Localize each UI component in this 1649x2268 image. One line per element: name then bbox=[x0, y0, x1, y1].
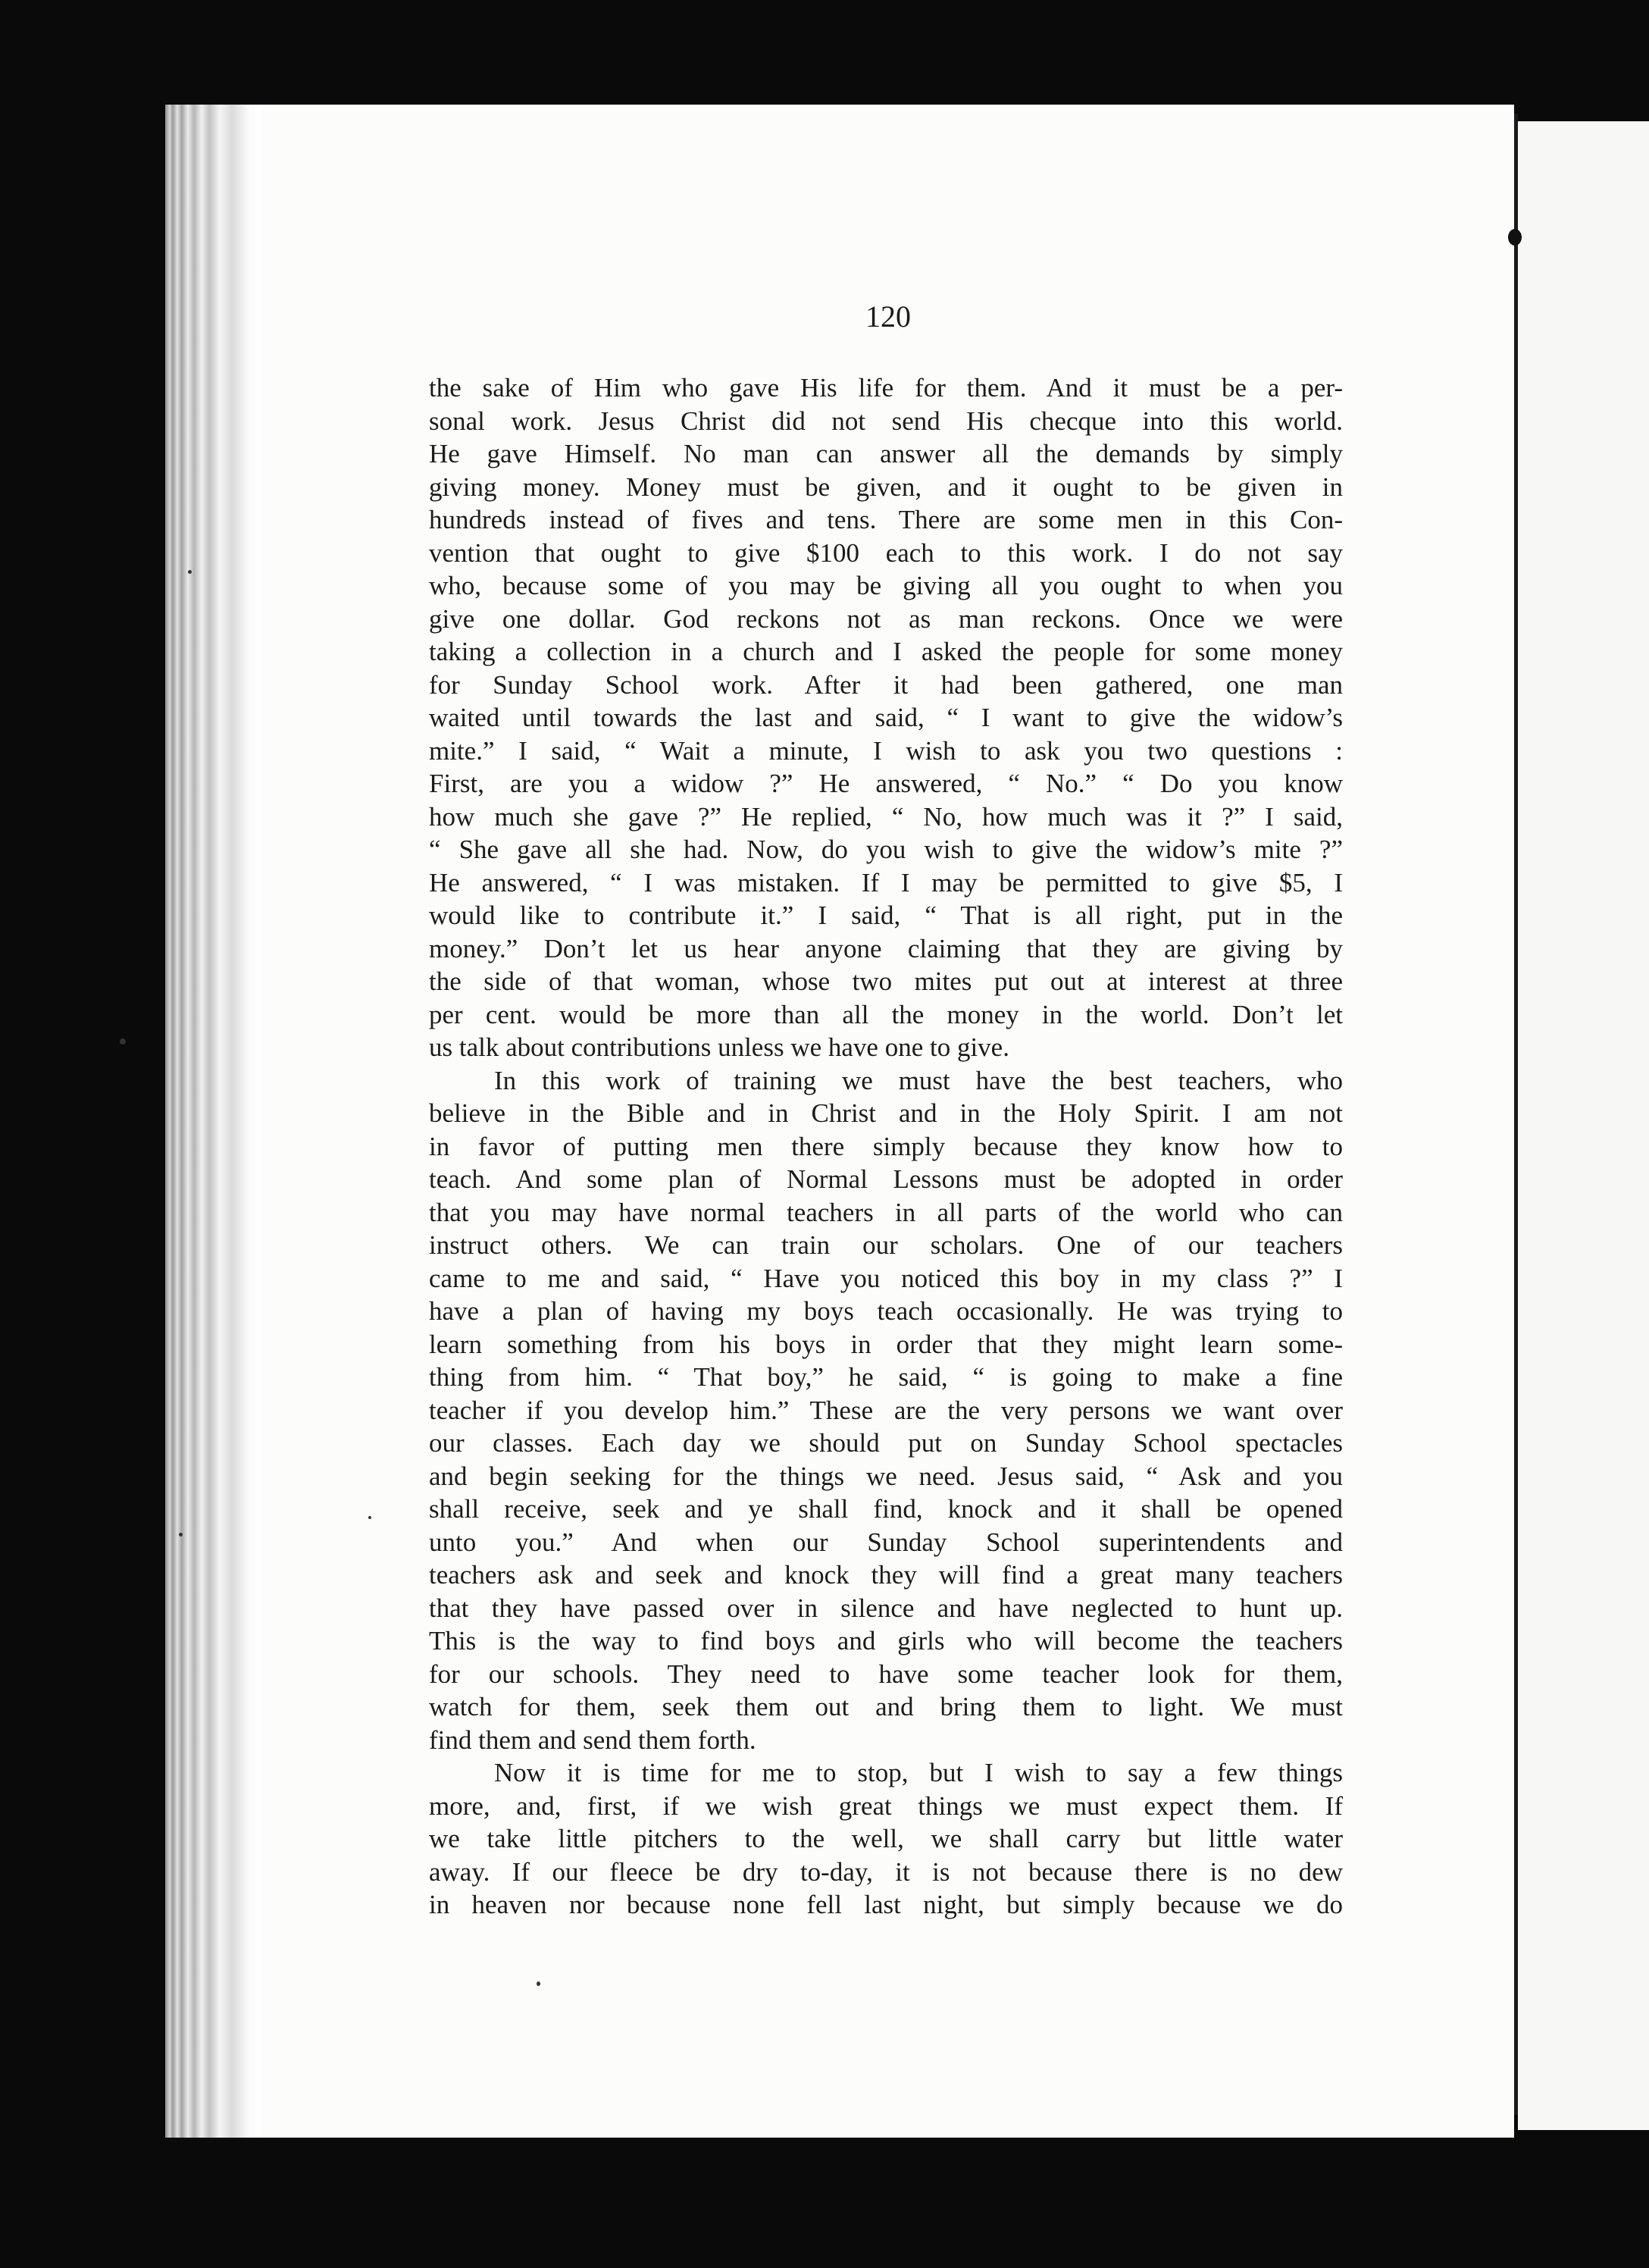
text-line: have a plan of having my boys teach occasionally. He was trying to bbox=[429, 1296, 1343, 1326]
text-line: the sake of Him who gave His life for them. And it must be a per- bbox=[429, 373, 1343, 403]
text-line: watch for them, seek them out and bring them to light. We must bbox=[429, 1692, 1343, 1721]
scan-speck bbox=[537, 1981, 540, 1986]
text-line: the side of that woman, whose two mites put out at interest at three bbox=[429, 966, 1343, 996]
text-line: In this work of training we must have the best teachers, who bbox=[494, 1065, 1343, 1095]
text-line: money.” Don’t let us hear anyone claiming that they are giving by bbox=[429, 933, 1343, 963]
text-line: believe in the Bible and in Christ and in the Holy Spirit. I am not bbox=[429, 1098, 1343, 1128]
text-line: teacher if you develop him.” These are the very persons we want over bbox=[429, 1395, 1343, 1425]
text-line: and begin seeking for the things we need. Jesus said, “ Ask and you bbox=[429, 1461, 1343, 1491]
text-line: mite.” I said, “ Wait a minute, I wish to ask you two questions : bbox=[429, 735, 1343, 766]
gutter-mark bbox=[1508, 229, 1522, 246]
gutter-line bbox=[1514, 114, 1518, 2115]
text-line: that you may have normal teachers in all parts of the world who can bbox=[429, 1197, 1343, 1227]
text-line: shall receive, seek and ye shall find, knock and it shall be opened bbox=[429, 1494, 1343, 1524]
text-line: Now it is time for me to stop, but I wish to say a few things bbox=[494, 1758, 1343, 1787]
text-line: First, are you a widow ?” He answered, “ No.” “ Do you know bbox=[429, 769, 1343, 798]
facing-page-edge bbox=[1518, 121, 1649, 2130]
text-line: away. If our fleece be dry to-day, it is not because there is no dew bbox=[429, 1856, 1343, 1887]
text-line: hundreds instead of fives and tens. There are some men in this Con- bbox=[429, 505, 1343, 534]
text-line: in heaven nor because none fell last night, but simply because we do bbox=[429, 1890, 1343, 1919]
text-line: our classes. Each day we should put on Sunday School spectacles bbox=[429, 1428, 1343, 1458]
text-line: instruct others. We can train our scholars. One of our teachers bbox=[429, 1230, 1343, 1260]
text-line: give one dollar. God reckons not as man reckons. Once we were bbox=[429, 603, 1343, 634]
text-line: He gave Himself. No man can answer all the demands by simply bbox=[429, 439, 1343, 468]
text-line: for Sunday School work. After it had been gathered, one man bbox=[429, 669, 1343, 700]
scan-speck bbox=[368, 1516, 371, 1519]
text-line: more, and, first, if we wish great things we must expect them. If bbox=[429, 1790, 1343, 1821]
page-number: 120 bbox=[865, 299, 911, 334]
text-line: teachers ask and seek and knock they will find a great many teachers bbox=[429, 1560, 1343, 1590]
text-line: that they have passed over in silence and have neglected to hunt up. bbox=[429, 1593, 1343, 1623]
page-edge-stack bbox=[165, 105, 261, 2138]
scan-speck bbox=[188, 570, 192, 574]
text-line: came to me and said, “ Have you noticed this boy in my class ?” I bbox=[429, 1263, 1343, 1293]
text-line: who, because some of you may be giving all you ought to when you bbox=[429, 571, 1343, 600]
body-text bbox=[429, 371, 1343, 1922]
scan-speck bbox=[120, 1038, 126, 1045]
text-line: learn something from his boys in order that they might learn some- bbox=[429, 1329, 1343, 1359]
text-line: would like to contribute it.” I said, “ That is all right, put in the bbox=[429, 901, 1343, 930]
text-line: vention that ought to give $100 each to this work. I do not say bbox=[429, 537, 1343, 568]
text-line: sonal work. Jesus Christ did not send His checque into this world. bbox=[429, 406, 1343, 436]
text-line: waited until towards the last and said, “ I want to give the widow’s bbox=[429, 703, 1343, 732]
text-line: “ She gave all she had. Now, do you wish to give the widow’s mite ?” bbox=[429, 835, 1343, 864]
text-line: thing from him. “ That boy,” he said, “ is going to make a fine bbox=[429, 1362, 1343, 1392]
text-line: we take little pitchers to the well, we shall carry but little water bbox=[429, 1824, 1343, 1853]
text-line: per cent. would be more than all the money in the world. Don’t let bbox=[429, 999, 1343, 1029]
text-line: giving money. Money must be given, and it ought to be given in bbox=[429, 471, 1343, 502]
text-line: taking a collection in a church and I asked the people for some money bbox=[429, 637, 1343, 666]
text-line: how much she gave ?” He replied, “ No, how much was it ?” I said, bbox=[429, 801, 1343, 832]
text-line: unto you.” And when our Sunday School superintendents and bbox=[429, 1527, 1343, 1557]
text-line: teach. And some plan of Normal Lessons must be adopted in order bbox=[429, 1164, 1343, 1194]
text-line: He answered, “ I was mistaken. If I may be permitted to give $5, I bbox=[429, 867, 1343, 897]
scan-speck bbox=[179, 1533, 183, 1537]
text-line: find them and send them forth. bbox=[429, 1724, 756, 1755]
text-line: in favor of putting men there simply because they know how to bbox=[429, 1131, 1343, 1161]
text-line: for our schools. They need to have some teacher look for them, bbox=[429, 1659, 1343, 1689]
text-line: This is the way to find boys and girls who will become the teachers bbox=[429, 1626, 1343, 1656]
text-line: us talk about contributions unless we have one to give. bbox=[429, 1032, 1009, 1062]
